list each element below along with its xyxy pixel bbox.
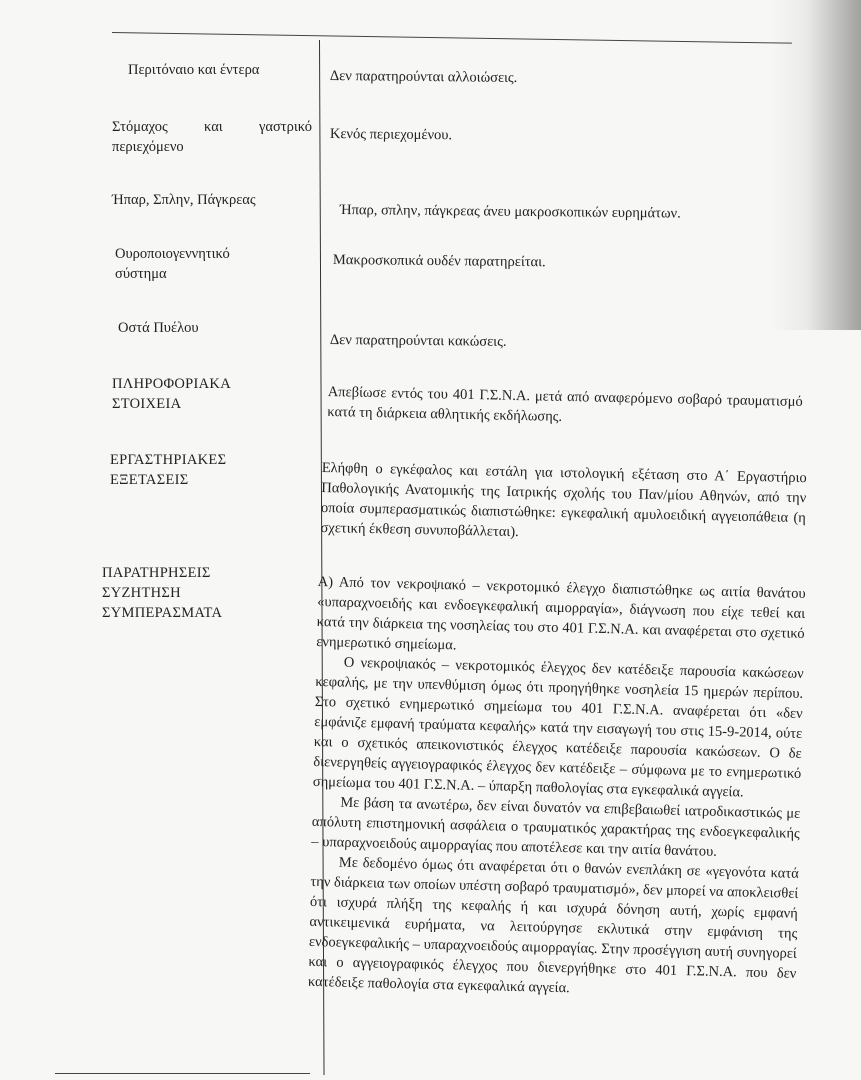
row-label-lab-tests: ΕΡΓΑΣΤΗΡΙΑΚΕΣ ΕΞΕΤΑΣΕΙΣ (110, 452, 227, 488)
conclusion-paragraph-1: Α) Από τον νεκροψιακό – νεκροτομικό έλεγχο διαπιστώθηκε ως αιτία θανάτου «υπαραχνοειδής και ενδοεγκεφαλική αιμορραγία», διάγνωση που είχε τεθεί και κατά την διάρκεια της νοσηλείας του στο 401 Γ.Σ.Ν.Α. και αναφέρεται στο σχετικό ενημερωτικό σημείωμα. (316, 573, 806, 654)
row-value-information: Απεβίωσε εντός του 401 Γ.Σ.Ν.Α. μετά από αναφερόμενο σοβαρό τραυματισμό κατά τη διάρκεια αθλητικής εκδήλωσης. (327, 383, 803, 425)
row-label-urogenital: Ουροποιογεννητικό σύστημα (115, 246, 230, 282)
row-value-peritoneum: Δεν παρατηρούνται αλλοιώσεις. (329, 67, 518, 86)
conclusion-paragraph-3: Με βάση τα ανωτέρω, δεν είναι δυνατόν να επιβεβαιωθεί ιατροδικαστικώς με απόλυτη επιστημονική ασφάλεια ο τραυματικός χαρακτήρας της ενδοεγκεφαλικής – υπαραχνοειδούς αιμορραγίας που αποτέλεσε και την αιτία θανάτου. (311, 794, 801, 860)
row-value-liver: Ήπαρ, σπλην, πάγκρεας άνευ μακροσκοπικών ευρημάτων. (339, 201, 681, 222)
row-label-information: ΠΛΗΡΟΦΟΡΙΑΚΑ ΣΤΟΙΧΕΙΑ (112, 376, 231, 412)
row-value-pelvis: Δεν παρατηρούνται κακώσεις. (329, 331, 507, 350)
conclusions-text (308, 572, 806, 1004)
row-value-stomach: Κενός περιεχομένου. (329, 125, 453, 144)
table-bottom-rule (55, 1073, 310, 1074)
table-top-rule (112, 32, 792, 44)
row-value-urogenital: Μακροσκοπικά ουδέν παρατηρείται. (332, 251, 546, 271)
conclusion-paragraph-2: Ο νεκροψιακός – νεκροτομικός έλεγχος δεν κατέδειξε παρουσία κακώσεων κεφαλής, με την υπενθύμιση όμως ότι προηγήθηκε νοσηλεία 15 ημερών περίπου. Στο σχετικό ενημερωτικό σημείωμα του 401 Γ.Σ.Ν.Α. αναφέρεται ότι «δεν εμφάνιζε εμφανή τραύματα κεφαλής» κατά την εισαγωγή του στις 15-9-2014, ούτε και ο σχετικός απεικονιστικός έλεγχος κατέδειξε παρουσία κακώσεων. Ο δε διενεργηθείς αγγειογραφικός έλεγχος δεν κατέδειξε – σύμφωνα με το ενημερωτικό σημείωμα του 401 Γ.Σ.Ν.Α. – ύπαρξη παθολογίας στα εγκεφαλικά αγγεία. (312, 654, 804, 801)
conclusion-paragraph-4: Με δεδομένο όμως ότι αναφέρεται ότι ο θανών ενεπλάκη σε «γεγονότα κατά την διάρκεια των οποίων υπέστη σοβαρό τραυματισμό», δεν μπορεί να αποκλεισθεί ότι ισχυρά πλήξη της κεφαλής ή και ισχυρά δόνηση αυτή, χωρίς εμφανή αντικειμενικά ευρήματα, να λειτούργησε εκλυτικά στην εμφάνιση της ενδοεγκεφαλικής – υπαραχνοειδούς αιμορραγίας. Στην προσέγγιση αυτή συνηγορεί και ο αγγειογραφικός έλεγχος που διενεργήθηκε στο 401 Γ.Σ.Ν.Α. που δεν κατέδειξε παθολογία στα εγκεφαλικά αγγεία. (307, 854, 799, 997)
row-value-lab-tests: Ελήφθη ο εγκέφαλος και εστάλη για ιστολογική εξέταση στο Α΄ Εργαστήριο Παθολογικής Ανατομικής της Ιατρικής σχολής του Παν/μίου Αθηνών, από την οποία συμπερασματικώς διαπιστώθηκε: εγκεφαλική αμυλοειδική αγγειοπάθεια (η σχετική έκθεση συνυποβάλλεται). (320, 459, 807, 541)
row-label-stomach: Στόμαχος και γαστρικό περιεχόμενο (112, 119, 312, 155)
row-label-liver: Ήπαρ, Σπλην, Πάγκρεας (112, 192, 256, 208)
row-label-peritoneum: Περιτόναιο και έντερα (128, 62, 260, 78)
row-label-conclusions: ΠΑΡΑΤΗΡΗΣΕΙΣ ΣΥΖΗΤΗΣΗ ΣΥΜΠΕΡΑΣΜΑΤΑ (102, 565, 223, 621)
scan-shadow (771, 0, 861, 330)
row-label-pelvis: Οστά Πυέλου (118, 320, 199, 336)
